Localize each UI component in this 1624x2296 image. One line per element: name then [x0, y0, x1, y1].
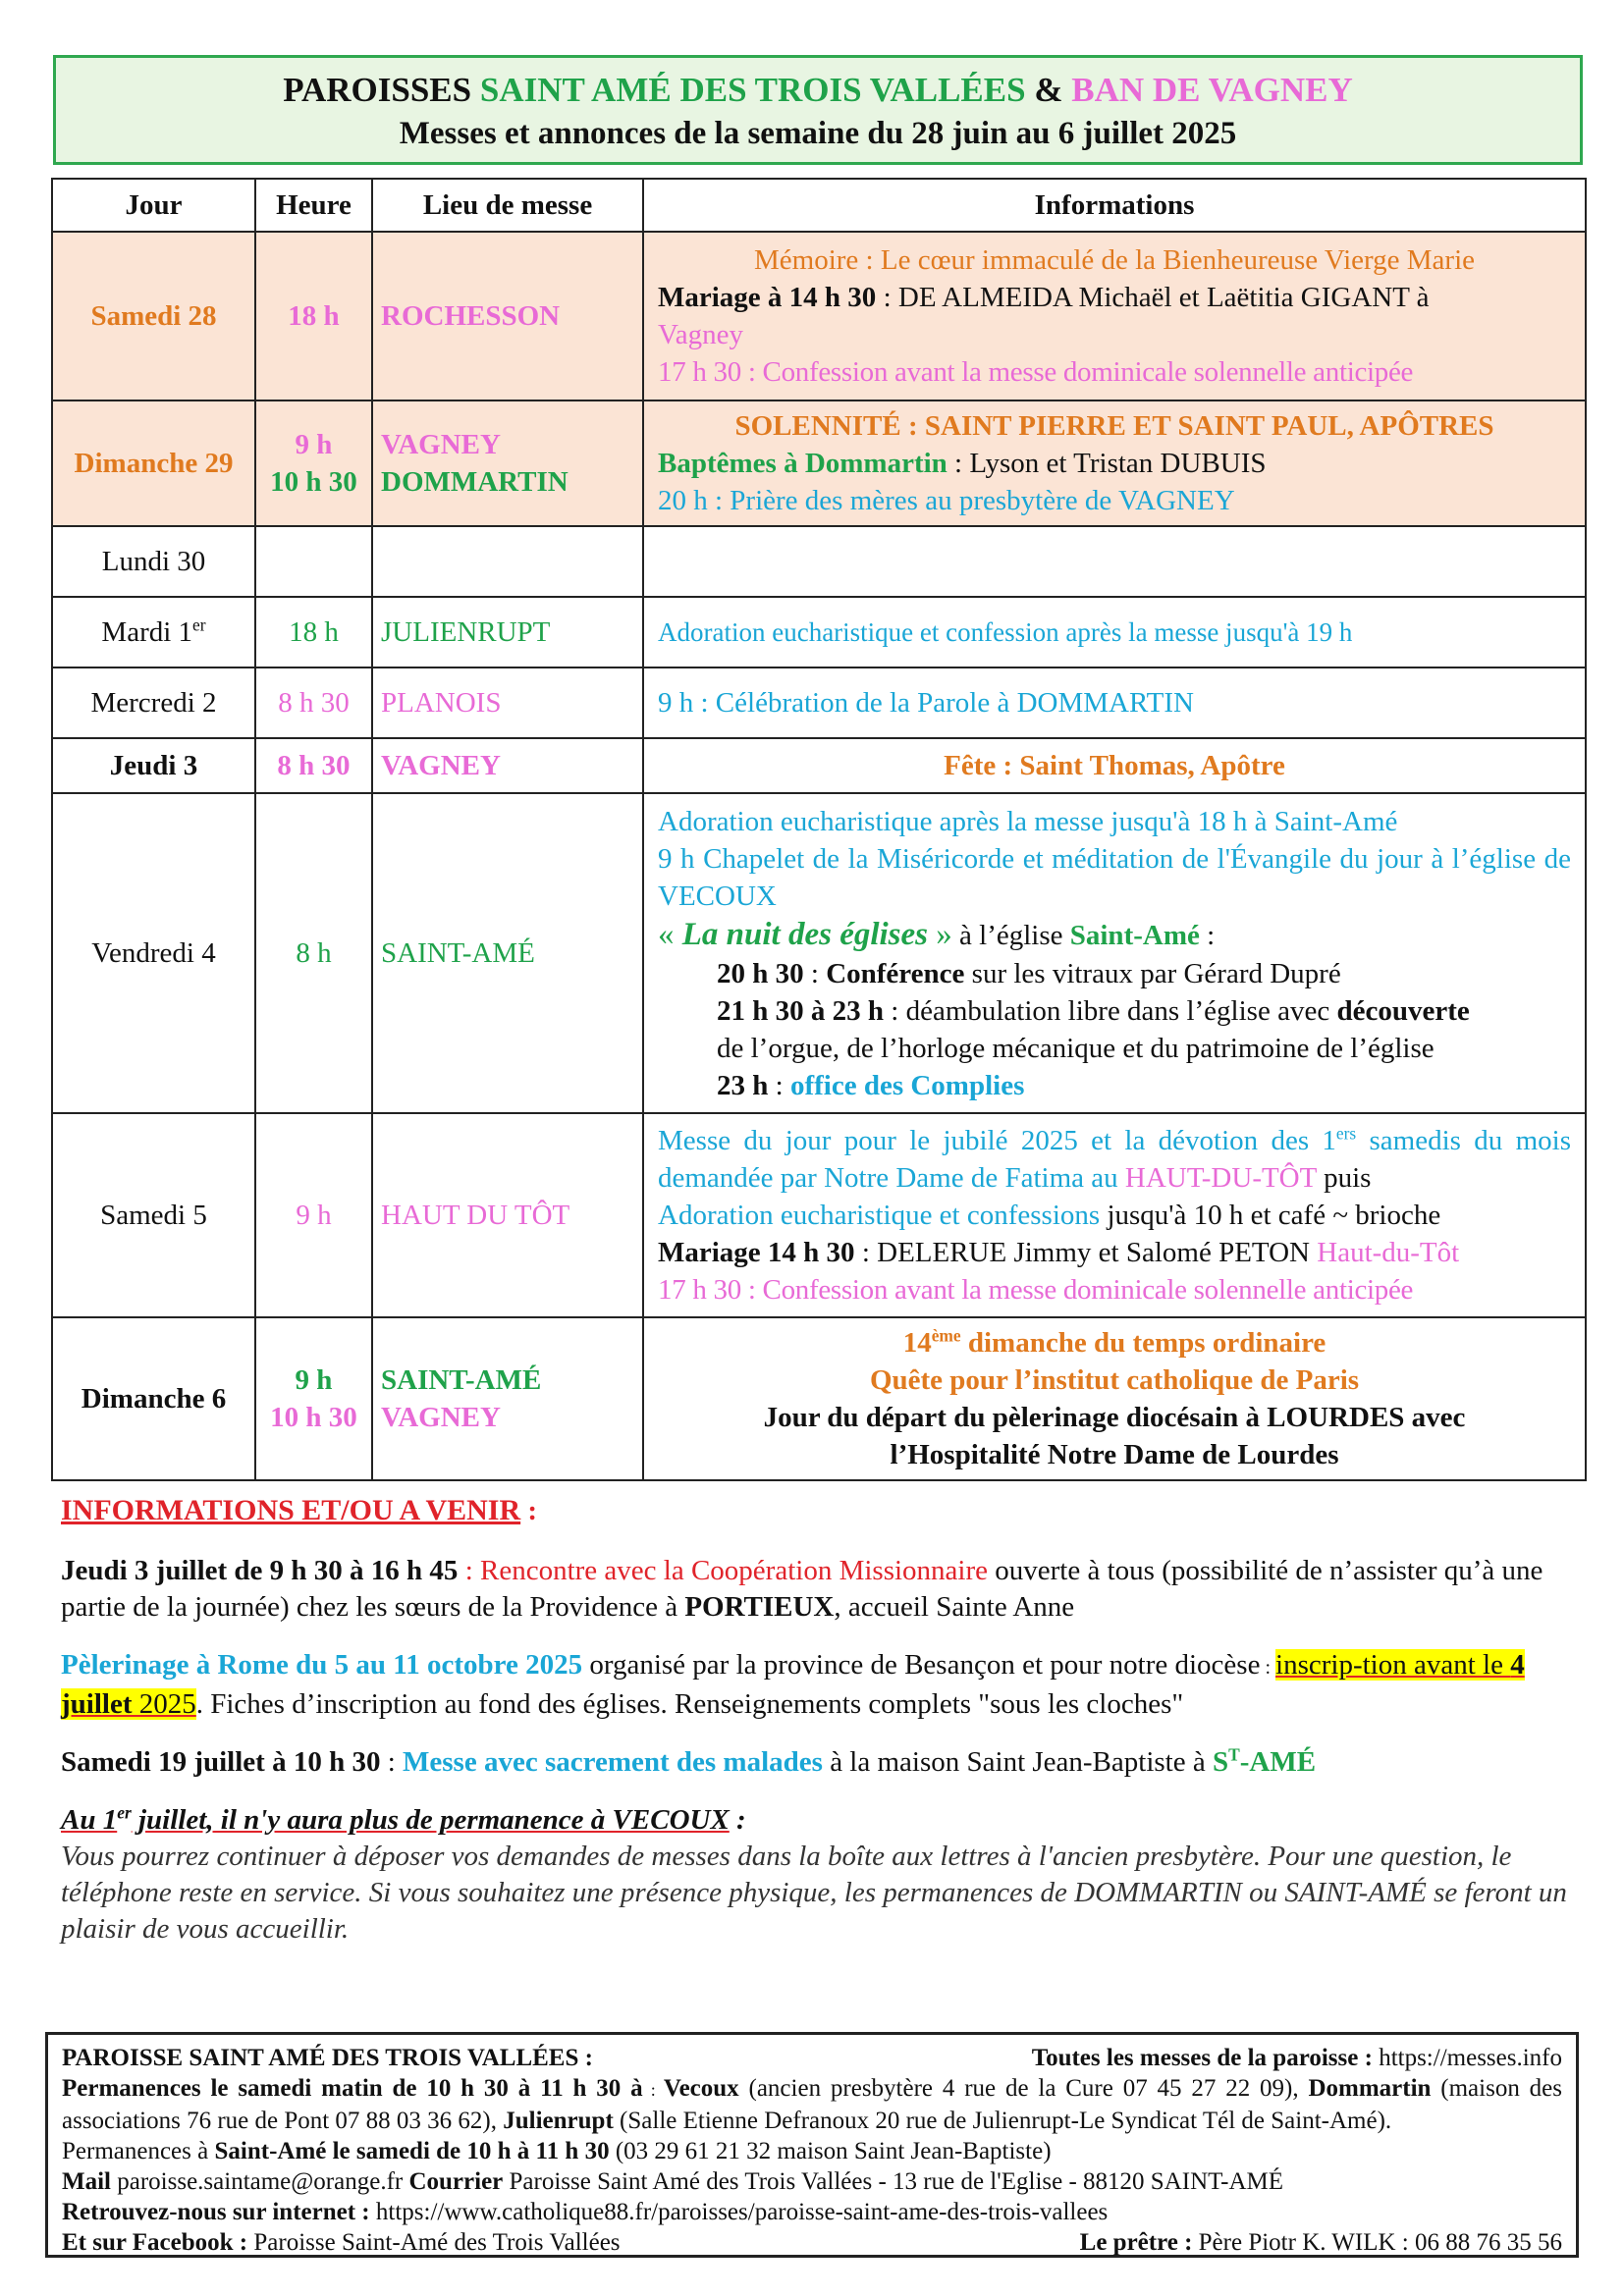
info-line: 9 h Chapelet de la Miséricorde et méditation de l'Évangile du jour à l’église de VECOUX — [658, 842, 1571, 912]
place-cell: ROCHESSON — [372, 232, 643, 400]
place-2: DOMMARTIN — [381, 466, 568, 498]
info-bold: office des Complies — [789, 1069, 1025, 1101]
info-cell — [643, 526, 1586, 597]
table-row — [52, 738, 1586, 793]
place-cell — [372, 526, 643, 597]
announcements-title — [61, 1492, 1573, 1529]
place-cell: PLANOIS — [372, 667, 643, 738]
info-place: Haut-du-Tôt — [1317, 1237, 1460, 1268]
info-cell: 9 h : Célébration de la Parole à DOMMARTIN — [643, 667, 1586, 738]
info-sup: ème — [931, 1325, 961, 1346]
place-cell — [372, 400, 643, 526]
hour-2: 10 h 30 — [270, 1402, 357, 1433]
day-cell: Vendredi 4 — [52, 793, 255, 1113]
info-line — [658, 279, 1571, 353]
table-row — [52, 1113, 1586, 1317]
info-cell — [643, 1113, 1586, 1317]
footer-masses-link[interactable]: https://messes.info — [1379, 2045, 1562, 2071]
announcement-2 — [61, 1647, 1573, 1723]
info-bold: 20 h 30 — [717, 957, 804, 989]
footer-label: Permanences le samedi matin de 10 h 30 à 11 h 30 à — [62, 2075, 643, 2102]
footer-text: (Salle Etienne Defranoux 20 rue de Julienrupt-Le Syndicat Tél de Saint-Amé). — [613, 2108, 1392, 2134]
title-colon: : — [520, 1495, 538, 1526]
info-line — [658, 445, 1571, 482]
info-place: HAUT-DU-TÔT — [1124, 1162, 1317, 1194]
info-bold: Conférence — [826, 957, 965, 989]
place-cell: JULIENRUPT — [372, 597, 643, 667]
footer-masses — [1032, 2043, 1562, 2073]
info-text: : — [1199, 919, 1216, 951]
table-row — [52, 1317, 1586, 1480]
info-highlight: 2025 — [132, 1688, 196, 1720]
info-line — [658, 992, 1571, 1030]
quote-open: « — [658, 916, 682, 952]
footer-label: Vecoux — [663, 2075, 739, 2102]
footer-label: Et sur Facebook : — [62, 2229, 254, 2256]
day-cell: Lundi 30 — [52, 526, 255, 597]
info-cell — [643, 793, 1586, 1113]
footer-box — [45, 2032, 1579, 2258]
footer-email[interactable]: paroisse.saintame@orange.fr — [111, 2168, 409, 2195]
info-place: Vagney — [658, 319, 743, 350]
footer-text: Paroisse Saint Amé des Trois Vallées - 13 rue de l'Eglise - 88120 SAINT-AMÉ — [503, 2168, 1284, 2195]
day-sup: er — [192, 614, 206, 635]
footer-website — [62, 2197, 1562, 2227]
info-text: puis — [1316, 1162, 1372, 1194]
footer-row — [62, 2227, 1562, 2258]
day-text: Mardi 1 — [101, 616, 193, 648]
info-bold: PORTIEUX — [684, 1591, 835, 1623]
info-text: organisé par la province de Besançon et pour notre diocèse — [582, 1649, 1261, 1681]
table-row — [52, 597, 1586, 667]
hour-cell: 8 h — [255, 793, 372, 1113]
footer-label: Retrouvez-nous sur internet : — [62, 2199, 376, 2225]
table-row — [52, 232, 1586, 400]
info-cell: Adoration eucharistique et confession après la messe jusqu'à 19 h — [643, 597, 1586, 667]
info-text: : — [1260, 1657, 1276, 1679]
info-text: sur les vitraux par Gérard Dupré — [964, 957, 1341, 989]
hour-1: 9 h — [295, 429, 333, 460]
info-sup: er — [117, 1802, 132, 1823]
info-bold: 23 h — [717, 1069, 769, 1101]
page-header — [53, 55, 1583, 165]
header-subtitle: Messes et annonces de la semaine du 28 juin au 6 juillet 2025 — [399, 116, 1237, 151]
place-1: VAGNEY — [381, 429, 501, 460]
info-line: 17 h 30 : Confession avant la messe dominicale solennelle anticipée — [658, 1274, 1414, 1306]
info-text: : DE ALMEIDA Michaël et Laëtitia GIGANT à — [876, 282, 1430, 313]
info-place: S — [1212, 1746, 1229, 1778]
info-line — [658, 1122, 1571, 1197]
footer-label: Courrier — [408, 2168, 504, 2195]
info-line: l’Hospitalité Notre Dame de Lourdes — [890, 1439, 1339, 1470]
hour-1: 9 h — [295, 1364, 333, 1396]
info-text: : déambulation libre dans l’église avec — [884, 994, 1337, 1027]
place-1: SAINT-AMÉ — [381, 1364, 542, 1396]
footer-text: Père Piotr K. WILK : 06 88 76 35 56 — [1198, 2229, 1562, 2256]
title-text: INFORMATIONS ET/OU A VENIR — [61, 1494, 521, 1526]
footer-text: (ancien presbytère 4 rue de la Cure 07 45 27 22 09), — [738, 2075, 1309, 2102]
info-line: Jour du départ du pèlerinage diocésain à LOURDES avec — [763, 1402, 1466, 1433]
info-sup: T — [1228, 1744, 1240, 1765]
header-word-paroisses: PAROISSES — [283, 71, 480, 109]
header-amp: & — [1025, 71, 1072, 109]
event-title: La nuit des églises — [681, 916, 929, 952]
info-cell: Fête : Saint Thomas, Apôtre — [643, 738, 1586, 793]
footer-row — [62, 2043, 1562, 2073]
place-cell — [372, 1317, 643, 1480]
announcements — [61, 1492, 1573, 1948]
info-text: à la maison Saint Jean-Baptiste à — [822, 1746, 1213, 1778]
footer-permanences — [62, 2073, 1562, 2136]
info-highlight: 4 juillet — [61, 1649, 1525, 1720]
info-cell — [643, 232, 1586, 400]
footer-contact — [62, 2166, 1562, 2197]
place-2: VAGNEY — [381, 1402, 501, 1433]
header-parish-2: BAN DE VAGNEY — [1071, 71, 1353, 109]
hour-cell: 9 h — [255, 1113, 372, 1317]
hour-cell — [255, 526, 372, 597]
hour-cell — [255, 400, 372, 526]
info-text: 14 — [902, 1327, 932, 1359]
footer-priest — [1080, 2227, 1562, 2258]
info-cell — [643, 400, 1586, 526]
info-bold: découverte — [1336, 994, 1470, 1027]
info-bold: Baptêmes à Dommartin — [658, 448, 947, 479]
info-text: ouverte à tous (possibilité de n’assister qu’à une partie de la journée) chez les sœurs de la Providence à — [61, 1555, 1543, 1623]
info-bold: Messe avec sacrement des malades — [403, 1746, 823, 1778]
info-bold: juillet, il n'y aura plus de permanence à VECOUX — [131, 1804, 730, 1836]
footer-parish-name: PAROISSE SAINT AMÉ DES TROIS VALLÉES : — [62, 2045, 593, 2071]
info-bold: 21 h 30 à 23 h — [717, 994, 885, 1027]
info-text: : — [729, 1804, 746, 1836]
place-cell: VAGNEY — [372, 738, 643, 793]
info-line — [658, 955, 1571, 992]
table-row — [52, 526, 1586, 597]
hour-cell: 18 h — [255, 232, 372, 400]
table-row — [52, 667, 1586, 738]
info-text: Vous pourrez continuer à déposer vos demandes de messes dans la boîte aux lettres à l'ancien presbytère. Pour une question, le téléphone reste en service. Si vous souhaitez une présence physique, les permanences de DOMMARTIN ou SAINT-AMÉ se feront un plaisir de vous accueillir. — [61, 1841, 1567, 1945]
info-line: SOLENNITÉ : SAINT PIERRE ET SAINT PAUL, APÔTRES — [734, 410, 1494, 442]
info-line: Mémoire : Le cœur immaculé de la Bienheureuse Vierge Marie — [754, 244, 1475, 276]
info-text: dimanche du temps ordinaire — [960, 1327, 1326, 1359]
info-highlight: inscrip-tion avant le — [1275, 1649, 1511, 1681]
info-line: 20 h : Prière des mères au presbytère de VAGNEY — [658, 485, 1235, 516]
table-header-row — [52, 179, 1586, 232]
hour-cell — [255, 1317, 372, 1480]
table-row — [52, 400, 1586, 526]
footer-label: Toutes les messes de la paroisse : — [1031, 2045, 1380, 2071]
footer-website-link[interactable]: https://www.catholique88.fr/paroisses/paroisse-saint-ame-des-trois-vallees — [375, 2199, 1109, 2225]
day-cell: Dimanche 6 — [52, 1317, 255, 1480]
info-place: Saint-Amé — [1069, 919, 1200, 951]
footer-facebook — [62, 2227, 621, 2258]
info-bold: Pèlerinage à Rome du 5 au 11 octobre 2025 — [61, 1649, 583, 1681]
footer-text: Permanences à — [62, 2138, 215, 2164]
day-cell: Jeudi 3 — [52, 738, 255, 793]
info-cell — [643, 1317, 1586, 1480]
header-jour: Jour — [52, 179, 255, 232]
info-text: : — [380, 1746, 404, 1778]
info-text: . Fiches d’inscription au fond des églises. Renseignements complets "sous les cloches" — [195, 1688, 1184, 1720]
info-bold: Mariage 14 h 30 — [658, 1237, 855, 1268]
info-sup: ers — [1335, 1123, 1357, 1144]
info-line: Adoration eucharistique après la messe jusqu'à 18 h à Saint-Amé — [658, 805, 1398, 837]
place-cell: HAUT DU TÔT — [372, 1113, 643, 1317]
info-text: Adoration eucharistique et confessions — [658, 1200, 1101, 1231]
place-cell: SAINT-AMÉ — [372, 793, 643, 1113]
day-cell: Mercredi 2 — [52, 667, 255, 738]
hour-2: 10 h 30 — [270, 466, 357, 498]
footer-permanences-saint-ame — [62, 2136, 1562, 2166]
info-line — [658, 1197, 1571, 1234]
info-text: : — [803, 957, 827, 989]
footer-label: Dommartin — [1308, 2075, 1432, 2102]
footer-text: (maison des associations 76 rue de Pont 07 88 03 36 62), — [62, 2075, 1562, 2134]
info-text: : DELERUE Jimmy et Salomé PETON — [854, 1237, 1318, 1268]
header-lieu: Lieu de messe — [372, 179, 643, 232]
footer-facebook-link[interactable]: Paroisse Saint-Amé des Trois Vallées — [253, 2229, 621, 2256]
info-place: -AMÉ — [1239, 1746, 1317, 1778]
info-line: 17 h 30 : Confession avant la messe dominicale solennelle anticipée — [658, 356, 1414, 388]
quote-close: » — [928, 916, 952, 952]
day-cell — [52, 597, 255, 667]
hour-cell: 8 h 30 — [255, 667, 372, 738]
header-heure: Heure — [255, 179, 372, 232]
info-line — [658, 1234, 1571, 1271]
info-text: : — [768, 1069, 790, 1101]
info-text: jusqu'à 10 h et café ~ brioche — [1100, 1200, 1441, 1231]
footer-text: : — [642, 2080, 664, 2100]
day-cell: Samedi 5 — [52, 1113, 255, 1317]
announcement-3 — [61, 1744, 1573, 1781]
info-bold: Jeudi 3 juillet de 9 h 30 à 16 h 45 — [61, 1555, 459, 1586]
info-bold: Au 1 — [61, 1804, 118, 1836]
info-text: à l’église — [951, 919, 1070, 951]
info-line: Quête pour l’institut catholique de Paris — [869, 1364, 1360, 1396]
day-cell: Samedi 28 — [52, 232, 255, 400]
announcement-4 — [61, 1802, 1573, 1948]
day-cell: Dimanche 29 — [52, 400, 255, 526]
info-text: : Lyson et Tristan DUBUIS — [947, 448, 1267, 479]
info-bold: Samedi 19 juillet à 10 h 30 — [61, 1746, 381, 1778]
hour-cell: 8 h 30 — [255, 738, 372, 793]
info-line — [658, 915, 1571, 955]
info-text: , accueil Sainte Anne — [834, 1591, 1075, 1623]
footer-text: (03 29 61 21 32 maison Saint Jean-Baptiste) — [609, 2138, 1052, 2164]
header-parish-1: SAINT AMÉ DES TROIS VALLÉES — [479, 71, 1026, 109]
info-text: Messe du jour pour le jubilé 2025 et la dévotion des 1 — [658, 1125, 1336, 1156]
footer-label: Saint-Amé le samedi de 10 h à 11 h 30 — [214, 2138, 610, 2164]
hour-cell: 18 h — [255, 597, 372, 667]
footer-label: Julienrupt — [503, 2108, 614, 2134]
header-title — [56, 68, 1580, 113]
table-row — [52, 793, 1586, 1113]
announcement-1 — [61, 1553, 1573, 1626]
info-line — [658, 1067, 1571, 1104]
info-text: : — [458, 1555, 480, 1586]
info-bold: Mariage à 14 h 30 — [658, 282, 877, 313]
info-line: de l’orgue, de l’horloge mécanique et du patrimoine de l’église — [717, 1032, 1435, 1064]
footer-label: Mail — [62, 2168, 111, 2195]
info-text: samedis du mois demandée par Notre Dame de Fatima au — [658, 1125, 1571, 1194]
header-informations: Informations — [643, 179, 1586, 232]
info-line — [658, 1324, 1571, 1362]
info-text: Rencontre avec la Coopération Missionnaire — [480, 1555, 989, 1586]
footer-label: Le prêtre : — [1079, 2229, 1199, 2256]
schedule-table — [51, 178, 1587, 1481]
